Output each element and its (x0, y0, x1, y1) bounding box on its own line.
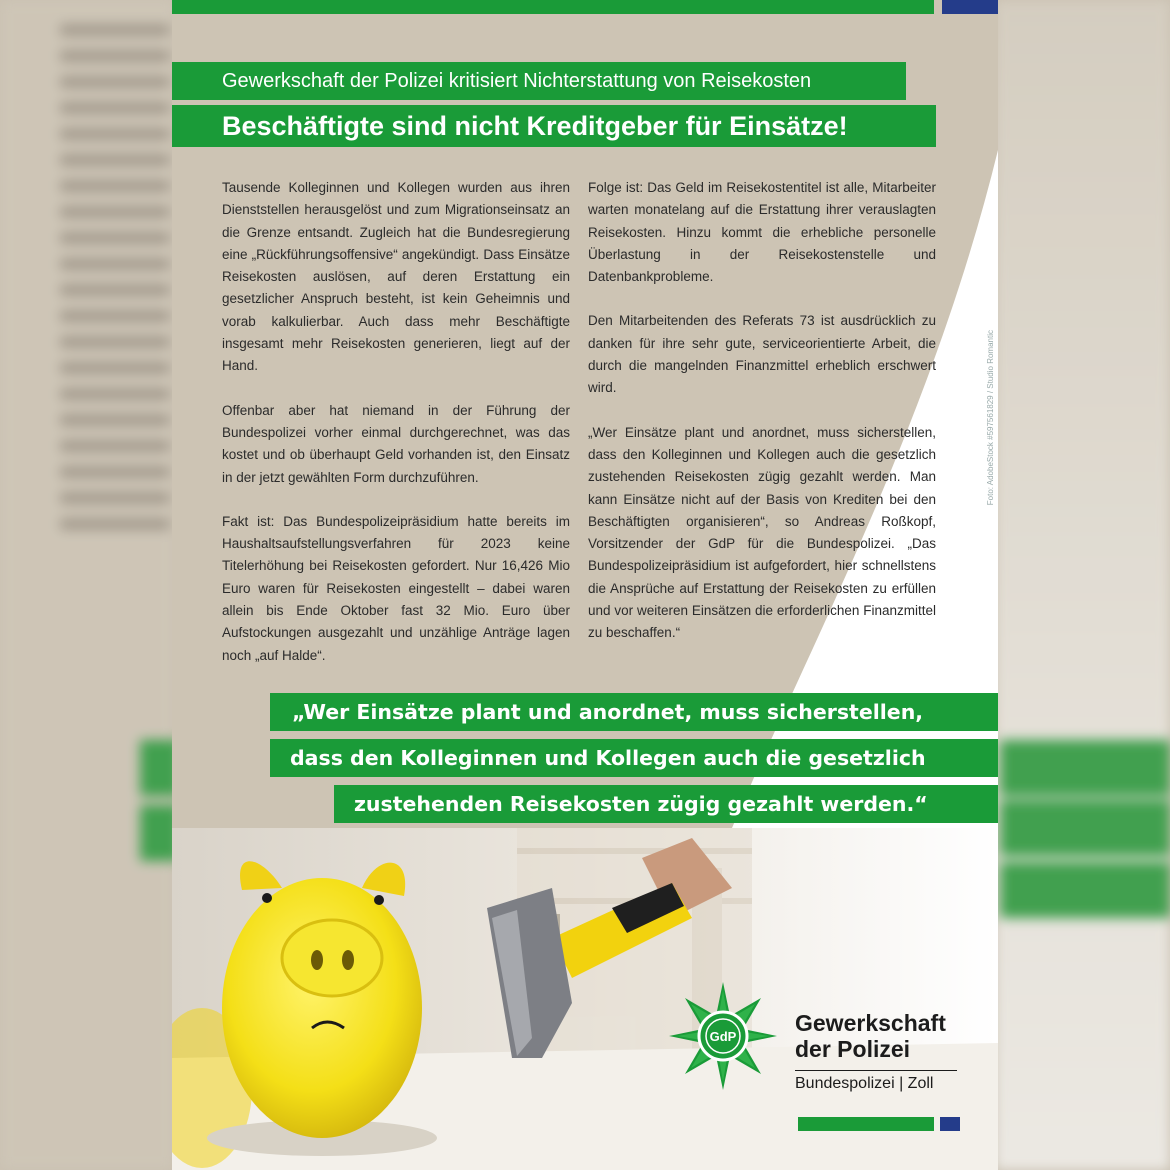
top-blue-bar (942, 0, 998, 14)
kicker-banner: Gewerkschaft der Polizei kritisiert Nichterstattung von Reisekosten (172, 62, 906, 100)
org-name-line-2: der Polizei (795, 1036, 911, 1062)
top-green-bar (172, 0, 934, 14)
gdp-star-emblem-icon (667, 980, 779, 1092)
background-green-block (1000, 800, 1170, 856)
article-column-right (588, 177, 936, 667)
article-paragraph: Offenbar aber hat niemand in der Führung der Bundespolizei vorher einmal durchgerechnet, was das kostet und ob überhaupt Geld vorhanden ist, den Einsatz in der jetzt gewählten Form durchzuführen. (222, 402, 570, 485)
bottom-green-bar (798, 1117, 934, 1131)
article-paragraph: Fakt ist: Das Bundespolizeipräsidium hatte bereits im Haushaltsaufstellungsverfahren für 2023 keine Titelerhöhung bei Reisekosten gefordert. Nur 16,426 Mio Euro waren für Reisekosten eingestellt – dabei waren allein bis Ende Oktober fast 32 Mio. Euro über Aufstockungen ausgezahlt und unzählige Anträge lagen noch „auf Halde“. (222, 513, 570, 663)
article-paragraph: Folge ist: Das Geld im Reisekostentitel ist alle, Mitarbeiter warten monatelang auf die Erstattung ihrer verauslagten Reisekosten. Hinzu kommt die erhebliche personelle Überlastung in der Reisekostenstelle und Datenbankprobleme. (588, 180, 936, 285)
article-paragraph: „Wer Einsätze plant und anordnet, muss sicherstellen, dass den Kolleginnen und Kollegen auch die gesetzlich zustehenden Reisekosten zügig gezahlt werden. Man kann Einsätze nicht auf der Basis von Krediten bei den Beschäftigten organisieren“, so Andreas Roßkopf, Vorsitzender der GdP für die Bundespolizei. „Das Bundespolizeipräsidium ist aufgefordert, hier schnellstens die Ansprüche auf Erstattung der Reisekosten zu erfüllen und vor weiteren Einsätzen die erforderlichen Finanzmittel zu beschaffen.“ (588, 424, 936, 641)
org-name (795, 1010, 946, 1062)
pull-quote-line-3: zustehenden Reisekosten zügig gezahlt werden.“ (334, 785, 998, 823)
background-green-block (1000, 740, 1170, 796)
background-green-block (1000, 862, 1170, 918)
article-column-left (222, 177, 570, 689)
article-paragraph: Tausende Kolleginnen und Kollegen wurden aus ihren Dienststellen herausgelöst und zum Migrationseinsatz an die Grenze entsandt. Zugleich hat die Bundesregierung eine „Rückführungsoffensive“ angekündigt. Dass Einsätze Reisekosten auslösen, auf deren Erstattung ein gesetzlicher Anspruch besteht, ist kein Geheimnis und vorab kalkulierbar. Auch dass mehr Beschäftigte insgesamt mehr Reisekosten generieren, liegt auf der Hand. (222, 180, 570, 374)
pull-quote-line-1: „Wer Einsätze plant und anordnet, muss sicherstellen, (270, 693, 998, 731)
bottom-blue-bar (940, 1117, 960, 1131)
pull-quote-line-2: dass den Kolleginnen und Kollegen auch die gesetzlich (270, 739, 998, 777)
poster (172, 0, 998, 1170)
photo-credit: Foto: AdobeStock #597561829 / Studio Romantic (986, 330, 995, 506)
gdp-logo (667, 980, 967, 1100)
org-subtitle: Bundespolizei | Zoll (795, 1070, 957, 1093)
article-paragraph: Den Mitarbeitenden des Referats 73 ist ausdrücklich zu danken für ihre sehr gute, serviceorientierte Arbeit, die durch die mangelnden Finanzmittel erheblich erschwert wird. (588, 313, 936, 396)
org-name-line-1: Gewerkschaft (795, 1010, 946, 1036)
headline-banner: Beschäftigte sind nicht Kreditgeber für Einsätze! (172, 105, 936, 147)
emblem-text: GdP (709, 1029, 737, 1044)
